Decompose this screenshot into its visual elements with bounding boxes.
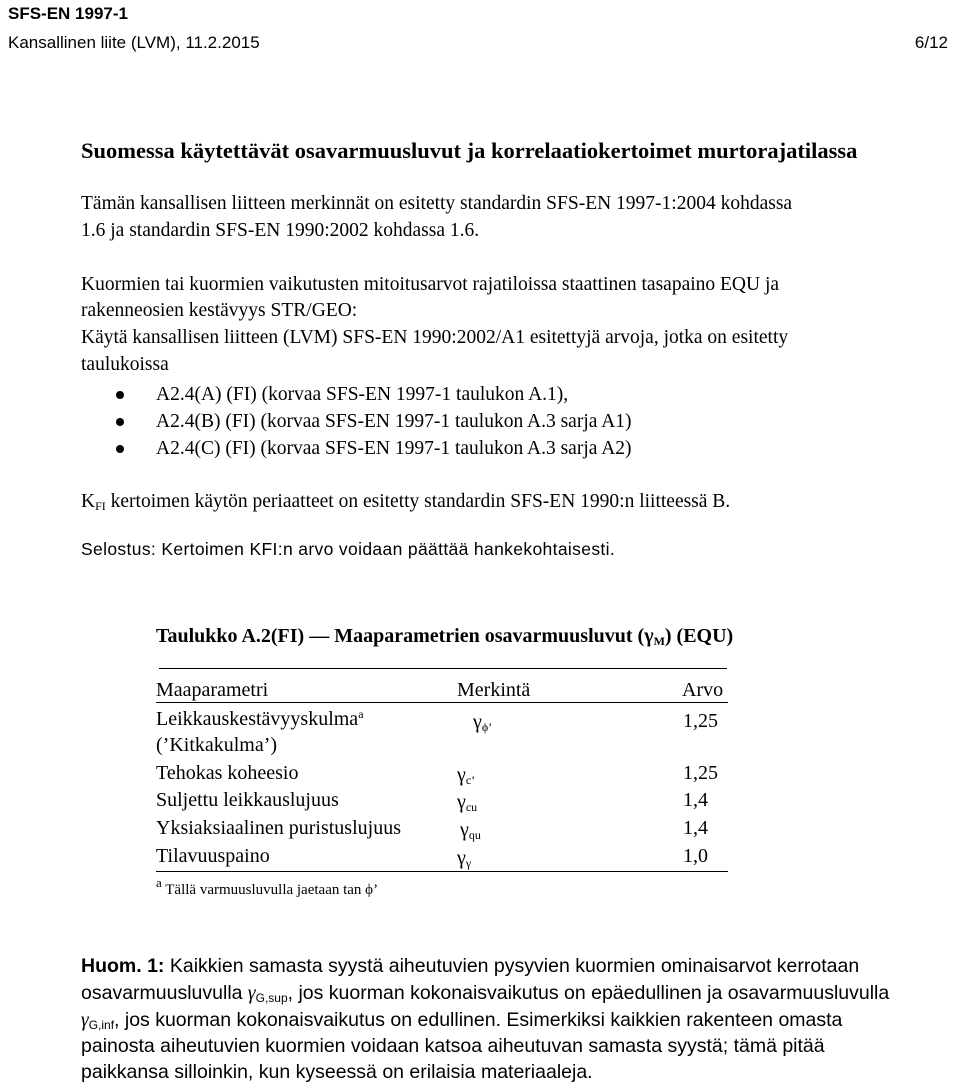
section-title: Suomessa käytettävät osavarmuusluvut ja korrelaatiokertoimet murtorajatilassa <box>81 138 858 163</box>
table-title-subscript: M <box>653 634 665 648</box>
table-bottom-rule <box>156 871 728 872</box>
intro-line-2: 1.6 ja standardin SFS-EN 1990:2002 kohdassa 1.6. <box>81 220 480 241</box>
kfi-subscript: FI <box>95 499 106 513</box>
table-header-symbol: Merkintä <box>457 679 531 701</box>
note-label: Huom. 1: <box>81 955 165 977</box>
body-line-1: Kuormien tai kuormien vaikutusten mitoitusarvot rajatiloissa staattinen tasapaino EQU ja <box>81 274 780 295</box>
table-title-text: Taulukko A.2(FI) — Maaparametrien osavarmuusluvut (γ <box>156 625 654 647</box>
table-row-parameter: Tilavuuspaino <box>156 845 270 867</box>
note-line-1: Huom. 1: Kaikkien samasta syystä aiheutuvien pysyvien kuormien ominaisarvot kerrotaan <box>81 955 860 977</box>
table-row-parameter: Yksiaksiaalinen puristuslujuus <box>156 817 401 839</box>
table-row-value: 1,25 <box>683 762 718 784</box>
table-row-symbol: $\gamma_{c’}$ <box>457 764 476 787</box>
table-row-parameter: Leikkauskestävyyskulma$^a$ <box>156 707 364 730</box>
table-top-rule <box>159 668 727 669</box>
note-line-4: painosta aiheutuvien kuormien voidaan katsoa aiheutuvan samasta syystä; tämä pitää <box>81 1035 825 1057</box>
table-title-suffix: ) (EQU) <box>664 625 734 647</box>
note-line-5: paikkansa silloinkin, kun kyseessä on erilaisia materiaaleja. <box>81 1061 593 1083</box>
annex-label: Kansallinen liite (LVM), 11.2.2015 <box>8 33 260 52</box>
table-footnote: a Tällä varmuusluvulla jaetaan tan ϕ’ <box>156 875 379 898</box>
intro-line-1: Tämän kansallisen liitteen merkinnät on esitetty standardin SFS-EN 1997-1:2004 kohdassa <box>81 193 793 214</box>
body-line-2: rakenneosien kestävyys STR/GEO: <box>81 300 358 321</box>
table-row-symbol: $\gamma_{qu}$ <box>460 819 481 842</box>
table-row-symbol: $\gamma_{\phi’}$ <box>473 711 493 734</box>
body-line-4: taulukoissa <box>81 354 169 375</box>
body-line-3: Käytä kansallisen liitteen (LVM) SFS-EN 1990:2002/A1 esitettyjä arvoja, jotka on esitetty <box>81 327 789 348</box>
table-row-parameter-alt: (’Kitkakulma’) <box>156 734 278 756</box>
bullet-item: A2.4(A) (FI) (korvaa SFS-EN 1997-1 taulukon A.1), <box>156 384 569 405</box>
table-row-symbol: $\gamma_{cu}$ <box>457 791 478 814</box>
kfi-symbol: K <box>81 491 96 512</box>
selostus-note: Selostus: Kertoimen KFI:n arvo voidaan päättää hankekohtaisesti. <box>81 539 616 559</box>
table-header-parameter: Maaparametri <box>156 679 269 701</box>
bullet-icon <box>116 391 124 399</box>
note-line-2: osavarmuusluvulla $\gamma_{G,sup}$, jos kuorman kokonaisvaikutus on epäedullinen ja osavarmuusluvulla <box>81 982 890 1005</box>
bullet-icon <box>116 418 124 426</box>
bullet-item: A2.4(C) (FI) (korvaa SFS-EN 1997-1 taulukon A.3 sarja A2) <box>156 438 632 459</box>
table-row-value: 1,25 <box>683 710 718 732</box>
kfi-text: kertoimen käytön periaatteet on esitetty standardin SFS-EN 1990:n liitteessä B. <box>105 491 731 512</box>
table-row-value: 1,4 <box>683 789 708 811</box>
table-header-value: Arvo <box>682 679 724 701</box>
table-row-parameter: Tehokas koheesio <box>156 762 299 784</box>
kfi-paragraph <box>81 488 730 520</box>
table-row-value: 1,0 <box>683 845 708 867</box>
bullet-item: A2.4(B) (FI) (korvaa SFS-EN 1997-1 taulukon A.3 sarja A1) <box>156 411 632 432</box>
table-row-parameter: Suljettu leikkauslujuus <box>156 789 339 811</box>
note-line-3: $\gamma_{G,inf}$, jos kuorman kokonaisvaikutus on edullinen. Esimerkiksi kaikkien rakenteen omasta <box>81 1009 843 1032</box>
table-row-value: 1,4 <box>683 817 708 839</box>
table-row-symbol: $\gamma_\gamma$ <box>457 847 472 870</box>
document-id: SFS-EN 1997-1 <box>8 4 128 23</box>
bullet-icon <box>116 445 124 453</box>
page-number: 6/12 <box>914 33 948 52</box>
table-header-rule <box>156 702 728 703</box>
table-title <box>156 625 733 649</box>
